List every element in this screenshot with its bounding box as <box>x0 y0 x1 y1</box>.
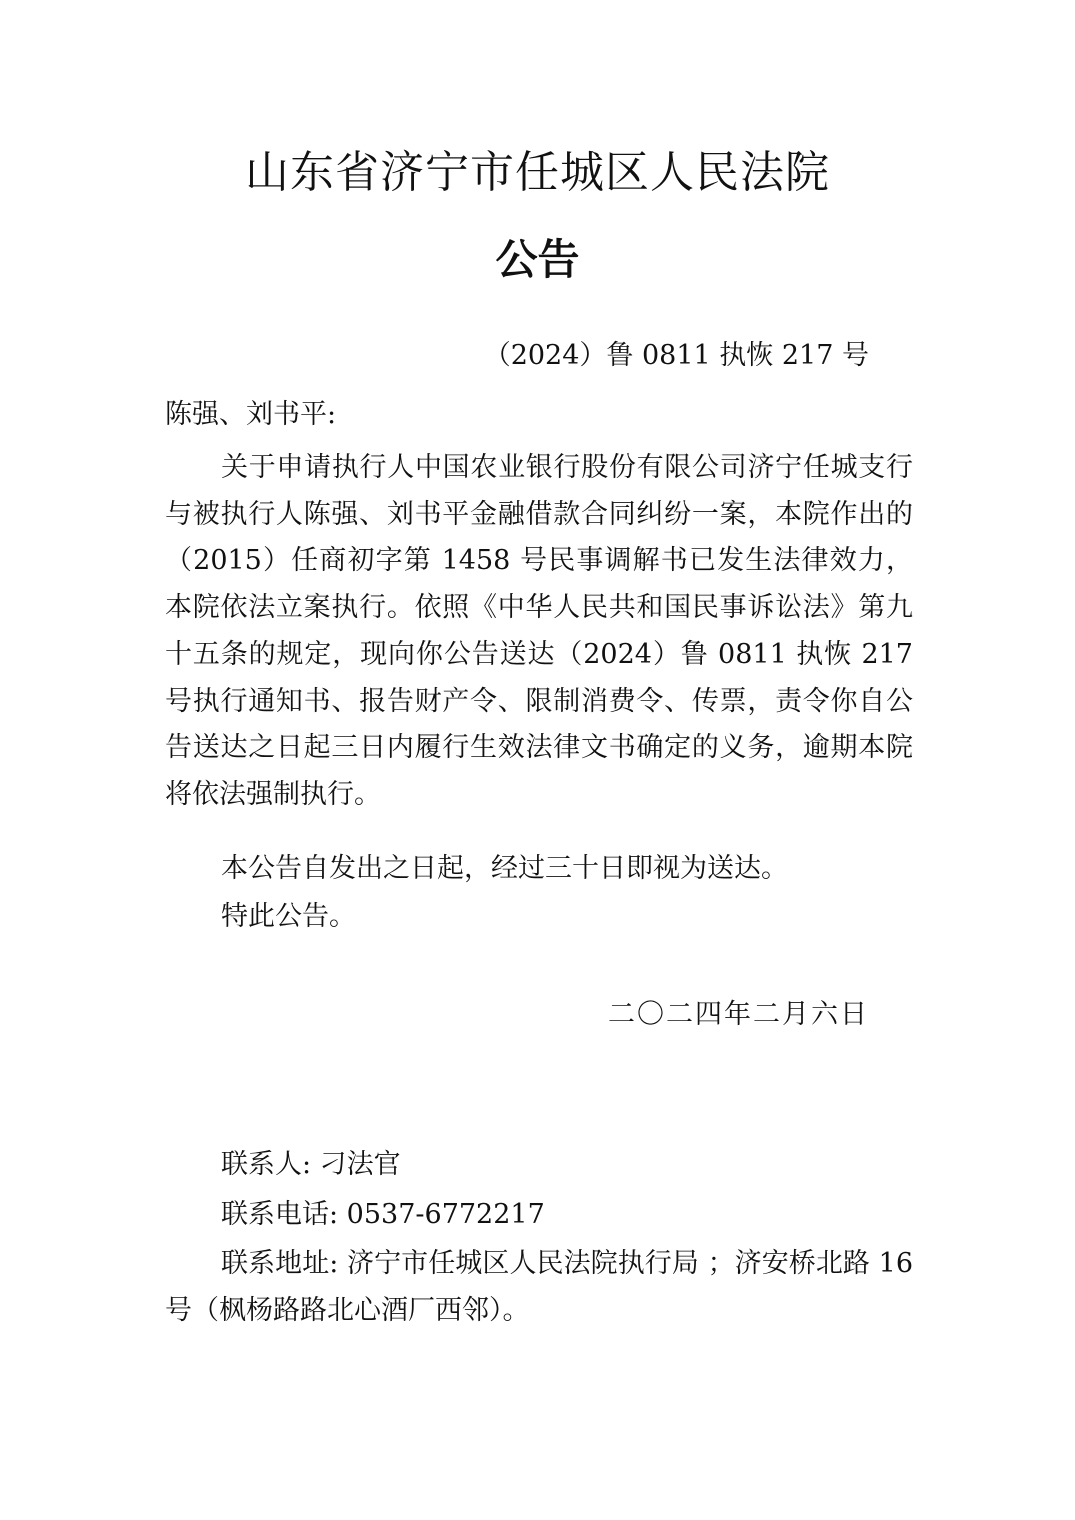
closing-statement: 特此公告。 <box>221 901 356 932</box>
service-notice-paragraph: 本公告自发出之日起，经过三十日即视为送达。 <box>221 853 788 884</box>
issue-date: 二〇二四年二月六日 <box>608 999 869 1030</box>
contact-person: 联系人: 刁法官 <box>221 1149 401 1180</box>
addressee: 陈强、刘书平: <box>165 399 337 430</box>
contact-phone: 联系电话: 0537-6772217 <box>221 1199 545 1230</box>
court-name-heading: 山东省济宁市任城区人民法院 <box>245 147 830 198</box>
document-type-heading: 公告 <box>495 235 580 284</box>
main-paragraph: 关于申请执行人中国农业银行股份有限公司济宁任城支行与被执行人陈强、刘书平金融借款合同纠纷一案，本院作出的（2015）任商初字第 1458 号民事调解书已发生法律效力，本院依法立案执行。依照《中华人民共和国民事诉讼法》第九十五条的规定，现向你公告送达（2024）鲁 0811 执恢 217 号执行通知书、报告财产令、限制消费令、传票，责令你自公告送达之日起三日内履行生效法律文书确定的义务，逾期本院将依法强制执行。 <box>165 452 913 810</box>
contact-address: 联系地址: 济宁市任城区人民法院执行局 ；济安桥北路 16 号（枫杨路路北心酒厂西邻）。 <box>165 1248 913 1326</box>
case-number: （2024）鲁 0811 执恢 217 号 <box>483 340 869 371</box>
